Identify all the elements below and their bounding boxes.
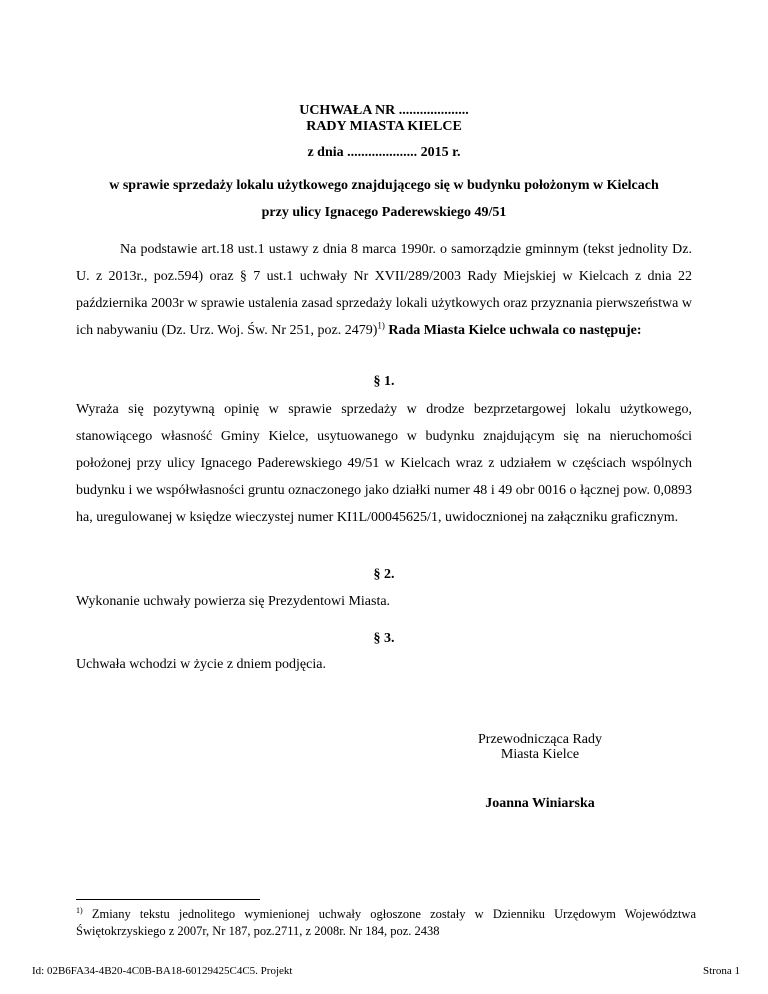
- resolution-subject-line2: przy ulicy Ignacego Paderewskiego 49/51: [261, 205, 507, 220]
- resolution-date: z dnia .................... 2015 r.: [307, 145, 461, 160]
- preamble-bold-tail: Rada Miasta Kielce uchwala co następuje:: [388, 323, 642, 338]
- signature-role-line1: Przewodnicząca Rady: [478, 732, 602, 747]
- section-2-text: Wykonanie uchwały powierza się Prezydentowi Miasta.: [76, 594, 391, 609]
- footnote-divider: [76, 899, 260, 900]
- resolution-number: UCHWAŁA NR ....................: [299, 103, 469, 118]
- section-1-text: Wyraża się pozytywną opinię w sprawie sprzedaży w drodze bezprzetargowej lokalu użytkowego, stanowiącego własność Gminy Kielce, usytuowanego w budynku znajdującym się na nieruchomości położonej przy ulicy Ignacego Paderewskiego 49/51 w Kielcach wraz z udziałem w częściach wspólnych budynku i we współwłasności gruntu oznaczonego jako działki numer 48 i 49 obr 0016 o łącznej pow. 0,0893 ha, uregulowanej w księdze wieczystej numer KI1L/00045625/1, uwidocznionej na załączniku graficznym.: [76, 402, 692, 525]
- page-number: Strona 1: [703, 965, 740, 977]
- section-3-heading: § 3.: [373, 631, 395, 646]
- preamble-paragraph: [76, 236, 692, 344]
- footnote-reference: 1): [377, 320, 385, 331]
- footnote-text: Zmiany tekstu jednolitego wymienionej uchwały ogłoszone zostały w Dzienniku Urzędowym Województwa Świętokrzyskiego z 2007r, Nr 187, poz.2711, z 2008r. Nr 184, poz. 2438: [76, 907, 697, 938]
- resolution-subject-line1: w sprawie sprzedaży lokalu użytkowego znajdującego się w budynku położonym w Kielcach: [109, 178, 659, 193]
- signature-name: Joanna Winiarska: [485, 796, 595, 811]
- footnote-marker: 1): [76, 905, 83, 915]
- section-1-heading: § 1.: [373, 374, 395, 389]
- section-3-text: Uchwała wchodzi w życie z dniem podjęcia.: [76, 657, 326, 672]
- footnote: [76, 906, 696, 940]
- signature-role-line2: Miasta Kielce: [500, 747, 580, 762]
- document-id: Id: 02B6FA34-4B20-4C0B-BA18-60129425C4C5. Projekt: [32, 965, 293, 977]
- preamble-text: Na podstawie art.18 ust.1 ustawy z dnia 8 marca 1990r. o samorządzie gminnym (tekst jednolity Dz. U. z 2013r., poz.594) oraz § 7 ust.1 uchwały Nr XVII/289/2003 Rady Miejskiej w Kielcach z dnia 22 października 2003r w sprawie ustalenia zasad sprzedaży lokali użytkowych oraz przyznania pierwszeństwa w ich nabywaniu (Dz. Urz. Woj. Św. Nr 251, poz. 2479): [76, 242, 692, 338]
- council-name: RADY MIASTA KIELCE: [306, 119, 462, 134]
- section-2-heading: § 2.: [373, 567, 395, 582]
